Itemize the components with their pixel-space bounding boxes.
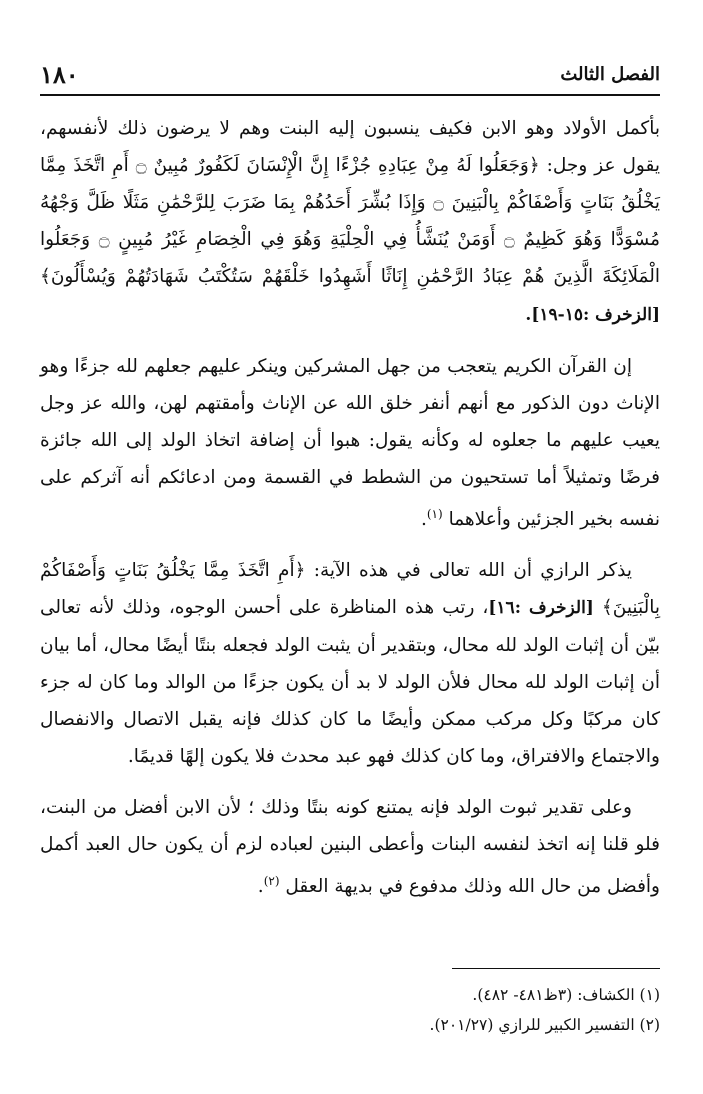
paragraph-4-end: . — [257, 876, 264, 898]
chapter-title: الفصل الثالث — [560, 64, 660, 85]
paragraph-1 — [40, 110, 660, 334]
paragraph-4-text: وعلى تقدير ثبوت الولد فإنه يمتنع كونه بنتًا وذلك ؛ لأن الابن أفضل من البنت، فلو قلنا إنه اتخذ لنفسه البنات وأعطى البنين لعباده لزم أن يكون حال العبد أكمل وأفضل من حال الله وذلك مدفوع في بديهة العقل — [40, 797, 660, 898]
paragraph-4 — [40, 789, 660, 905]
main-text — [40, 110, 660, 919]
paragraph-3 — [40, 552, 660, 775]
paragraph-3-text-rest: ، رتب هذه المناظرة على أحسن الوجوه، وذلك لأنه تعالى بيّن أن إثبات الولد لله محال، وبتقدير أن يثبت الولد فجعله بنتًا أيضًا محال، أما بيان أن إثبات الولد لله محال فلأن الولد لا بد أن يكون جزءًا من الوالد وما كان له جزء كان مركبًا وكل مركب ممكن وأيضًا ما كان كذلك فإنه يقبل الاتصال والانفصال والاجتماع والافتراق، وما كان كذلك فهو عبد محدث فلا يكون إلهًا قديمًا. — [40, 597, 661, 768]
paragraph-2-text: إن القرآن الكريم يتعجب من جهل المشركين وينكر عليهم جعلهم لله جزءًا وهو الإناث دون الذكور مع أنهم أنفر خلق الله عن الإناث وأمقتهم لهن، والله عز وجل يعيب عليهم ما جعلوه له وكأنه يقول: هبوا أن إضافة اتخاذ الولد إلى الله جائزة فرضًا وتمثيلاً أما تستحيون من الشطط في القسمة ومن ادعائكم أنه آثركم على نفسه بخير الجزئين وأعلاهما — [40, 356, 660, 531]
footnote-1: (١) الكشاف: (٣ظ٤٨١- ٤٨٢). — [472, 986, 660, 1004]
page-number: ١٨٠ — [40, 60, 79, 89]
footnotes — [40, 980, 660, 1040]
quran-verse-1: ﴿وَجَعَلُوا لَهُ مِنْ عِبَادِهِ جُزْءًا إِنَّ الْإِنْسَانَ لَكَفُورٌ مُبِينٌ ۝ أَمِ اتَّخَذَ مِمَّا يَخْلُقُ بَنَاتٍ وَأَصْفَاكُمْ بِالْبَنِينَ ۝ وَإِذَا بُشِّرَ أَحَدُهُمْ بِمَا ضَرَبَ لِلرَّحْمَٰنِ مَثَلًا ظَلَّ وَجْهُهُ مُسْوَدًّا وَهُوَ كَظِيمٌ ۝ أَوَمَنْ يُنَشَّأُ فِي الْحِلْيَةِ وَهُوَ فِي الْخِصَامِ غَيْرُ مُبِينٍ ۝ وَجَعَلُوا الْمَلَائِكَةَ الَّذِينَ هُمْ عِبَادُ الرَّحْمَٰنِ إِنَاثًا أَشَهِدُوا خَلْقَهُمْ سَتُكْتَبُ شَهَادَتُهُمْ وَيُسْأَلُونَ﴾ — [40, 155, 661, 287]
paragraph-1-text: بأكمل الأولاد وهو الابن فكيف ينسبون إليه البنت وهم لا يرضون ذلك لأنفسهم، يقول عز وجل: — [40, 118, 660, 176]
header-divider — [40, 94, 660, 96]
footnote-divider — [452, 968, 660, 969]
quran-verse-2: ﴿أَمِ اتَّخَذَ مِمَّا يَخْلُقُ بَنَاتٍ وَأَصْفَاكُمْ بِالْبَنِينَ﴾ — [40, 560, 661, 619]
paragraph-2 — [40, 348, 660, 538]
paragraph-3-text-start: يذكر الرازي أن الله تعالى في هذه الآية: — [305, 560, 632, 582]
paragraph-2-end: . — [420, 509, 427, 531]
verse-reference-1: [الزخرف :١٥-١٩]. — [525, 305, 660, 325]
page-header — [40, 60, 660, 92]
verse-reference-2: [الزخرف :١٦] — [488, 598, 602, 619]
footnote-marker-1: (١) — [426, 507, 443, 521]
footnote-2: (٢) التفسير الكبير للرازي (٢٠١/٢٧). — [429, 1016, 660, 1034]
footnote-marker-2: (٢) — [263, 874, 280, 889]
